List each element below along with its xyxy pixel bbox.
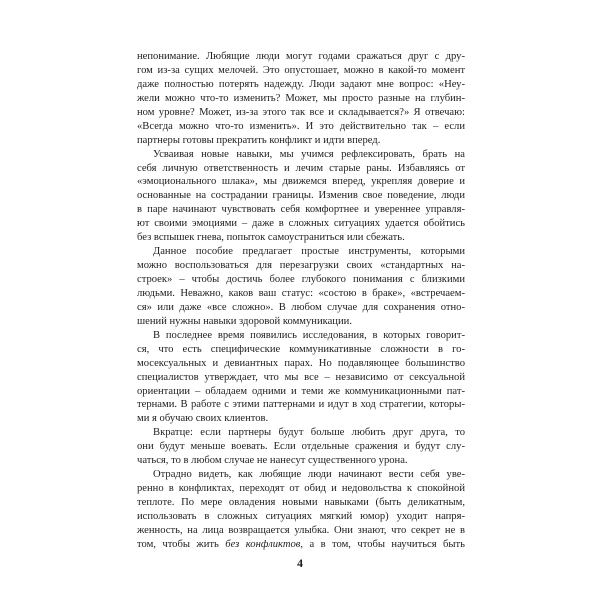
line-text-after: , а в том, чтобы научиться быть (300, 538, 465, 550)
text-line: чаться, то в любом случае не нанесут существенного урона. (137, 455, 408, 467)
text-line: шений нужны навыки здоровой коммуникации. (137, 315, 352, 327)
text-line: без вспышек гнева, попыток самоустраниться или сбежать. (137, 232, 405, 244)
text-line: строек» – чтобы достичь более глубокого понимания с близкими (137, 274, 465, 285)
text-line: непонимание. Любящие люди могут годами сражаться друг с дру- (137, 51, 465, 62)
text-line: специалистов утверждает, что мы все – независимо от сексуальной (137, 371, 465, 383)
text-line: Вкратце: если партнеры будут больше любить друг друга, то (153, 427, 465, 439)
body-text (137, 50, 465, 552)
text-line: женность, на лица возвращается улыбка. Они знают, что секрет не в (137, 524, 465, 536)
text-line: ориентации – обладаем одними и теми же коммуникационными пат- (137, 385, 465, 397)
text-line: партнеры готовы прекратить конфликт и идти вперед. (137, 134, 381, 146)
line-text-before: том, чтобы жить (137, 538, 226, 550)
text-line: жели можно что-то изменить? Может, мы просто разные на глубин- (137, 92, 465, 104)
text-line: себя личную ответственность и лечим старые раны. Избавляясь от (137, 162, 465, 174)
text-line: «эмоционального шлака», мы движемся вперед, укрепляя доверие и (137, 176, 465, 188)
text-line (137, 538, 465, 552)
text-line: можно воспользоваться для перезагрузки своих «стандартных на- (137, 260, 465, 272)
text-line: мосексуальных и девиантных парах. Но подавляющее большинство (137, 357, 465, 369)
text-line: использовать в сложных ситуациях мягкий юмор) уходит напря- (137, 510, 465, 522)
text-line: теплоте. По мере овладения новыми навыками (быть деликатным, (137, 497, 465, 508)
text-line: они будут меньше воевать. Если отдельные сражения и будут слу- (137, 441, 465, 453)
text-line: Данное пособие предлагает простые инструменты, которыми (153, 246, 465, 258)
text-line: основанные на сострадании границы. Изменив свое поведение, люди (137, 190, 465, 202)
text-line: ся» или даже «все сложно». В любом случае для сохранения отно- (137, 301, 465, 313)
emphasized-text: без конфликтов (225, 538, 301, 550)
page-number: 4 (297, 556, 303, 570)
text-line: В последнее время появились исследования, в которых говорит- (153, 329, 465, 341)
text-line: Отрадно видеть, как любящие люди начинают вести себя уве- (153, 469, 465, 481)
text-line: «Всегда можно что-то изменить». И это действительно так – если (137, 120, 465, 132)
text-line: людьми. Неважно, каков ваш статус: «состою в браке», «встречаем- (137, 287, 465, 299)
text-line: тернами. В работе с этими паттернами и идут в ход стратегии, которы- (137, 399, 465, 411)
text-line: в паре начинают чувствовать себя комфортнее и увереннее управля- (137, 204, 465, 216)
text-line: даже полностью потерять надежду. Люди задают мне вопрос: «Неу- (137, 78, 465, 90)
text-line: ми я обучаю своих клиентов. (137, 413, 269, 425)
text-line: ном уровне? Может, из-за этого так все и складывается?» Я отвечаю: (137, 106, 465, 118)
text-line: гом из-за сущих мелочей. Это опустошает, можно в какой-то момент (137, 64, 465, 76)
text-line: ся, что есть специфические коммуникативные сложности в го- (137, 343, 465, 355)
text-line: ют своими эмоциями – даже в сложных ситуациях удается обойтись (137, 218, 465, 230)
text-line: ренно в конфликтах, переходят от обид и недовольства к спокойной (137, 483, 465, 495)
text-line: Усваивая новые навыки, мы учимся рефлексировать, брать на (153, 148, 465, 160)
